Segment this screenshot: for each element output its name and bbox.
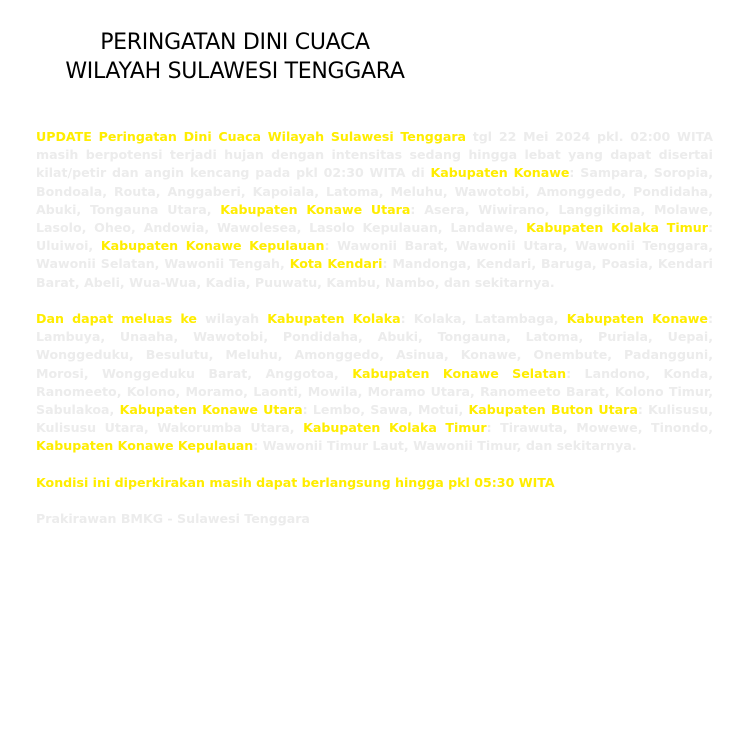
condition-note — [36, 474, 713, 492]
document-title — [40, 28, 430, 86]
district-list: : Landono, Konda, Ranomeeto, Kolono, Moramo, Laonti, Mowila, Moramo Utara, Ranomeeto Barat, Kolono Timur, Sabulakoa, — [36, 365, 713, 418]
spread-wilayah: wilayah — [196, 311, 268, 327]
title-line-2: WILAYAH SULAWESI TENGGARA — [65, 59, 405, 84]
region-kabupaten-kolaka-timur: Kabupaten Kolaka Timur — [303, 420, 487, 436]
district-list: : Lembo, Sawa, Motui, — [302, 402, 469, 418]
district-list: : Uluiwoi, — [36, 220, 713, 254]
warning-body — [36, 128, 713, 547]
region-kota-kendari: Kota Kendari — [289, 256, 383, 272]
condition-text: Kondisi ini diperkirakan masih dapat berlangsung hingga pkl 05:30 WITA — [36, 474, 555, 490]
district-list: : Tirawuta, Mowewe, Tinondo, — [486, 420, 713, 436]
district-list: : Sampara, Soropia, Bondoala, Routa, Anggaberi, Kapoiala, Latoma, Meluhu, Wawotobi, Amonggedo, Pondidaha, Abuki, Tongauna Utara, — [36, 165, 713, 217]
region-kabupaten-konawe-selatan: Kabupaten Konawe Selatan — [352, 365, 567, 381]
region-kabupaten-konawe: Kabupaten Konawe — [566, 311, 708, 327]
region-kabupaten-kolaka-timur: Kabupaten Kolaka Timur — [526, 220, 708, 236]
district-list: : Mandonga, Kendari, Baruga, Poasia, Kendari Barat, Abeli, Wua-Wua, Kadia, Puuwatu, Kambu, Nambo, dan sekitarnya. — [36, 256, 713, 290]
forecaster-credit: Prakirawan BMKG - Sulawesi Tenggara — [36, 511, 310, 527]
warning-paragraph-main — [36, 128, 713, 292]
district-list: : Wawonii Timur Laut, Wawonii Timur, dan sekitarnya. — [253, 438, 637, 454]
title-line-1: PERINGATAN DINI CUACA — [100, 30, 370, 55]
region-kabupaten-konawe: Kabupaten Konawe — [430, 165, 570, 181]
region-kabupaten-konawe-kepulauan: Kabupaten Konawe Kepulauan — [36, 438, 254, 454]
intro-text: tgl 22 Mei 2024 pkl. 02:00 WITA masih berpotensi terjadi hujan dengan intensitas sedang hingga lebat yang dapat disertai kilat/petir dan angin kencang pada pkl 02:30 WITA di — [36, 129, 713, 181]
district-list: : Kolaka, Latambaga, — [400, 311, 567, 327]
region-kabupaten-konawe-utara: Kabupaten Konawe Utara — [119, 402, 303, 418]
region-kabupaten-buton-utara: Kabupaten Buton Utara — [468, 402, 638, 418]
district-list: : Wawonii Barat, Wawonii Utara, Wawonii Tenggara, Wawonii Selatan, Wawonii Tengah, — [36, 238, 714, 272]
footer-credit — [36, 510, 713, 528]
warning-paragraph-spread — [36, 310, 713, 456]
region-kabupaten-kolaka: Kabupaten Kolaka — [267, 311, 401, 327]
district-list: : Asera, Wiwirano, Langgikima, Molawe, Lasolo, Oheo, Andowia, Wawolesea, Lasolo Kepulauan, Landawe, — [36, 201, 713, 236]
region-kabupaten-konawe-kepulauan: Kabupaten Konawe Kepulauan — [100, 238, 325, 254]
district-list: : Kulisusu, Kulisusu Utara, Wakorumba Utara, — [36, 402, 713, 436]
district-list: : Lambuya, Unaaha, Wawotobi, Pondidaha, Abuki, Tongauna, Latoma, Puriala, Uepai, Wonggeduku, Besulutu, Meluhu, Amonggedo, Asinua, Konawe, Onembute, Padangguni, Morosi, Wonggeduku Barat, Anggotoa, — [36, 311, 714, 381]
spread-lead: Dan dapat meluas ke — [36, 311, 197, 327]
region-kabupaten-konawe-utara: Kabupaten Konawe Utara — [220, 201, 411, 217]
update-heading: UPDATE Peringatan Dini Cuaca Wilayah Sulawesi Tenggara — [36, 129, 467, 144]
